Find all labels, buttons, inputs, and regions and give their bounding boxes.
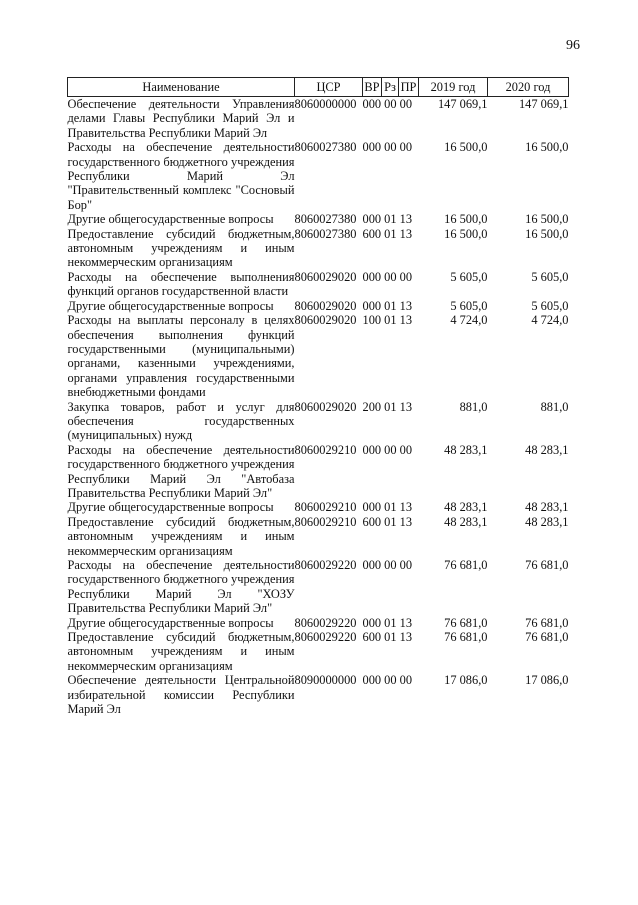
- row-2020-value: 5 605,0: [531, 298, 569, 313]
- row-code: 000 00 00: [362, 442, 413, 457]
- table-row: [68, 299, 569, 313]
- header-csr: ЦСР: [295, 78, 363, 97]
- row-csr: 8060029210: [294, 442, 357, 457]
- row-2019-value: 48 283,1: [444, 514, 488, 529]
- row-2019-value: 5 605,0: [450, 298, 488, 313]
- row-name: Другие общегосударственные вопросы: [67, 615, 274, 630]
- header-2019: 2019 год: [419, 78, 488, 97]
- row-2020-value: 5 605,0: [531, 269, 569, 284]
- row-code: 200 01 13: [362, 399, 413, 414]
- row-name: Предоставление субсидий бюджетным, автономным учреждениям и иным некоммерческим организациям: [67, 226, 295, 270]
- row-2019-value: 16 500,0: [444, 212, 488, 227]
- row-code: 600 01 13: [362, 630, 413, 645]
- row-csr: 8060027380: [294, 140, 357, 155]
- table-row: [68, 630, 569, 673]
- row-2019-value: 5 605,0: [450, 269, 488, 284]
- row-code: 600 01 13: [362, 226, 413, 241]
- row-csr: 8060029220: [294, 558, 357, 572]
- row-name: Расходы на обеспечение деятельности государственного бюджетного учреждения Республики Марий Эл "ХОЗУ Правительства Республики Марий Эл": [67, 558, 295, 616]
- table-row: [68, 443, 569, 501]
- row-name: Предоставление субсидий бюджетным, автономным учреждениям и иным некоммерческим организациям: [67, 630, 295, 673]
- table-header-row: [68, 78, 569, 97]
- table-row: [68, 673, 569, 716]
- table-row: [68, 400, 569, 443]
- row-2019-value: 48 283,1: [444, 442, 488, 457]
- row-csr: 8060029020: [294, 298, 357, 313]
- row-2020-value: 76 681,0: [525, 615, 569, 630]
- header-name: Наименование: [68, 78, 295, 97]
- row-name: Обеспечение деятельности Центральной избирательной комиссии Республики Марий Эл: [67, 673, 295, 717]
- row-2020-value: 16 500,0: [525, 140, 569, 155]
- row-2019-value: 76 681,0: [444, 615, 488, 630]
- table-row: [68, 270, 569, 299]
- page-number: 96: [566, 38, 580, 53]
- row-2019-value: 881,0: [459, 399, 488, 414]
- row-2020-value: 76 681,0: [525, 558, 569, 572]
- row-csr: 8060029020: [294, 399, 357, 414]
- table-row: [68, 227, 569, 270]
- row-code: 100 01 13: [362, 313, 413, 328]
- row-2019-value: 48 283,1: [444, 500, 488, 515]
- row-2019-value: 16 500,0: [444, 140, 488, 155]
- row-csr: 8060029210: [294, 514, 357, 529]
- row-name: Расходы на обеспечение деятельности государственного бюджетного учреждения Республики Марий Эл "Правительственный комплекс "Сосновый Бор": [67, 140, 295, 212]
- header-rz: Рз: [382, 78, 399, 97]
- table-row: [68, 558, 569, 616]
- row-csr: 8090000000: [294, 673, 357, 688]
- row-code: 000 01 13: [362, 500, 413, 515]
- row-2019-value: 4 724,0: [450, 313, 488, 328]
- header-2020: 2020 год: [488, 78, 569, 97]
- table-row: [68, 515, 569, 558]
- row-2020-value: 147 069,1: [518, 97, 569, 111]
- row-csr: 8060027380: [294, 212, 357, 227]
- row-name: Предоставление субсидий бюджетным, автономным учреждениям и иным некоммерческим организациям: [67, 514, 295, 558]
- row-code: 000 00 00: [362, 269, 413, 284]
- row-csr: 8060029220: [294, 615, 357, 630]
- row-2020-value: 4 724,0: [531, 313, 569, 328]
- row-csr: 8060029020: [294, 313, 357, 328]
- row-csr: 8060000000: [294, 97, 357, 111]
- row-name: Другие общегосударственные вопросы: [67, 212, 274, 227]
- row-2019-value: 16 500,0: [444, 226, 488, 241]
- row-code: 000 00 00: [362, 140, 413, 155]
- header-pr: ПР: [399, 78, 419, 97]
- table-row: [68, 97, 569, 141]
- row-csr: 8060029210: [294, 500, 357, 515]
- row-2020-value: 48 283,1: [525, 500, 569, 515]
- row-csr: 8060029220: [294, 630, 357, 645]
- table-row: [68, 140, 569, 212]
- header-vr: ВР: [363, 78, 382, 97]
- row-code: 000 01 13: [362, 212, 413, 227]
- row-code: 000 00 00: [362, 558, 413, 572]
- row-2020-value: 16 500,0: [525, 226, 569, 241]
- row-csr: 8060027380: [294, 226, 357, 241]
- row-2019-value: 147 069,1: [437, 97, 488, 111]
- row-name: Расходы на обеспечение деятельности государственного бюджетного учреждения Республики Марий Эл "Автобаза Правительства Республики Марий Эл": [67, 442, 295, 500]
- budget-table: [67, 77, 569, 716]
- row-code: 000 00 00: [362, 97, 413, 111]
- row-2019-value: 76 681,0: [444, 558, 488, 572]
- row-2020-value: 17 086,0: [525, 673, 569, 688]
- row-csr: 8060029020: [294, 269, 357, 284]
- row-2020-value: 881,0: [540, 399, 569, 414]
- row-2020-value: 76 681,0: [525, 630, 569, 645]
- table-row: [68, 313, 569, 399]
- row-code: 000 01 13: [362, 298, 413, 313]
- row-code: 000 00 00: [362, 673, 413, 688]
- row-name: Обеспечение деятельности Управления делами Главы Республики Марий Эл и Правительства Республики Марий Эл: [67, 97, 295, 140]
- row-code: 000 01 13: [362, 615, 413, 630]
- row-name: Расходы на выплаты персоналу в целях обеспечения выполнения функций государственными (муниципальными) органами, казенными учреждениями, органами управления государственными внебюджетными фондами: [67, 313, 295, 400]
- row-code: 600 01 13: [362, 514, 413, 529]
- table-row: [68, 500, 569, 514]
- table-row: [68, 212, 569, 226]
- row-2019-value: 76 681,0: [444, 630, 488, 645]
- row-name: Другие общегосударственные вопросы: [67, 298, 274, 313]
- table-row: [68, 616, 569, 630]
- row-name: Другие общегосударственные вопросы: [67, 500, 274, 515]
- row-2020-value: 48 283,1: [525, 442, 569, 457]
- row-2020-value: 48 283,1: [525, 514, 569, 529]
- row-2020-value: 16 500,0: [525, 212, 569, 227]
- row-name: Закупка товаров, работ и услуг для обеспечения государственных (муниципальных) нужд: [67, 399, 295, 443]
- row-2019-value: 17 086,0: [444, 673, 488, 688]
- row-name: Расходы на обеспечение выполнения функций органов государственной власти: [67, 269, 295, 299]
- table-body: [68, 97, 569, 717]
